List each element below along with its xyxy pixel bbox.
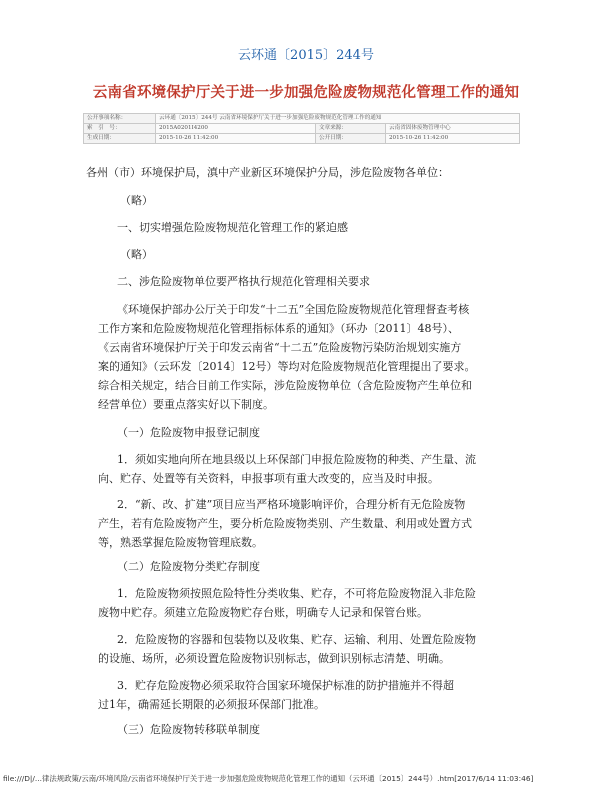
omitted-text: （略） <box>120 248 153 261</box>
paragraph <box>98 676 508 714</box>
metadata-row <box>84 124 520 134</box>
document-title: 云南省环境保护厅关于进一步加强危险废物规范化管理工作的通知 <box>92 84 520 101</box>
meta-value-index: 2015A0201I4200 <box>156 124 316 134</box>
paragraph-line: 经营单位）要重点落实好以下制度。 <box>98 398 274 411</box>
paragraph-line: 综合相关规定，结合目前工作实际，涉危险废物单位（含危险废物产生单位和 <box>98 379 472 392</box>
paragraph-line: 案的通知》（云环发〔2014〕12号）等均对危险废物规范化管理提出了要求。 <box>98 360 476 373</box>
meta-label-published: 公开日期： <box>316 134 386 144</box>
paragraph-line: 1．危险废物须按照危险特性分类收集、贮存，不可将危险废物混入非危险 <box>117 587 476 600</box>
salutation: 各州（市）环境保护局，滇中产业新区环境保护分局，涉危险废物各单位： <box>86 166 449 179</box>
metadata-row <box>84 114 520 124</box>
meta-label-source: 文章来源： <box>316 124 386 134</box>
meta-value-created: 2015-10-26 11:42:00 <box>156 134 316 144</box>
paragraph-line: 废物中贮存。须建立危险废物贮存台账，明确专人记录和保管台账。 <box>98 606 428 619</box>
paragraph-line: 1．须如实地向所在地县级以上环保部门申报危险废物的种类、产生量、流 <box>117 453 476 466</box>
metadata-table <box>83 113 520 144</box>
section-heading: 二、涉危险废物单位要严格执行规范化管理相关要求 <box>117 275 370 288</box>
meta-label-created: 生成日期： <box>84 134 156 144</box>
meta-value-item-name: 云环通〔2015〕244号 云南省环境保护厅关于进一步加强危险废物规范化管理工作的通知 <box>156 114 520 124</box>
paragraph-line: 产生，若有危险废物产生，要分析危险废物类别、产生数量、利用或处置方式 <box>98 517 472 530</box>
meta-value-source: 云南省固体废物管理中心 <box>386 124 520 134</box>
paragraph-line: 3．贮存危险废物必须采取符合国家环境保护标准的防护措施并不得超 <box>117 679 454 692</box>
document-number: 云环通〔2015〕244号 <box>238 48 374 63</box>
meta-value-published: 2015-10-26 11:42:00 <box>386 134 520 144</box>
paragraph-line: 向、贮存、处置等有关资料，申报事项有重大改变的，应当及时申报。 <box>98 472 439 485</box>
section-heading: 一、切实增强危险废物规范化管理工作的紧迫感 <box>117 221 348 234</box>
metadata-row <box>84 134 520 144</box>
subsection-heading: （三）危险废物转移联单制度 <box>117 723 260 736</box>
paragraph-line: 2．危险废物的容器和包装物以及收集、贮存、运输、利用、处置危险废物 <box>117 633 476 646</box>
subsection-heading: （二）危险废物分类贮存制度 <box>117 560 260 573</box>
meta-label-item-name: 公开事项名称： <box>84 114 156 124</box>
paragraph-line: 2．“新、改、扩建”项目应当严格环境影响评价，合理分析有无危险废物 <box>117 498 466 511</box>
paragraph-line: 《云南省环境保护厅关于印发云南省“十二五”危险废物污染防治规划实施方 <box>98 341 462 354</box>
paragraph-line: 等，熟悉掌握危险废物管理底数。 <box>98 536 263 549</box>
meta-label-index: 索 引 号： <box>84 124 156 134</box>
paragraph-line: 《环境保护部办公厅关于印发“十二五”全国危险废物规范化管理督查考核 <box>117 303 470 316</box>
paragraph <box>98 495 508 552</box>
file-path-footer: file:///D|/...律法规政策/云南/环境风险/云南省环境保护厅关于进一步加强危险废物规范化管理工作的通知（云环通〔2015〕244号）.htm[2017/6/14 11:03:46] <box>3 774 534 783</box>
subsection-heading: （一）危险废物申报登记制度 <box>117 426 260 439</box>
paragraph-line: 的设施、场所，必须设置危险废物识别标志，做到识别标志清楚、明确。 <box>98 652 450 665</box>
paragraph-intro <box>98 300 508 414</box>
paragraph <box>98 630 508 668</box>
paragraph <box>98 450 508 488</box>
paragraph <box>98 584 508 622</box>
paragraph-line: 工作方案和危险废物规范化管理指标体系的通知》（环办〔2011〕48号）、 <box>98 322 459 335</box>
omitted-text: （略） <box>120 194 153 207</box>
paragraph-line: 过1年，确需延长期限的必须报环保部门批准。 <box>98 698 325 711</box>
